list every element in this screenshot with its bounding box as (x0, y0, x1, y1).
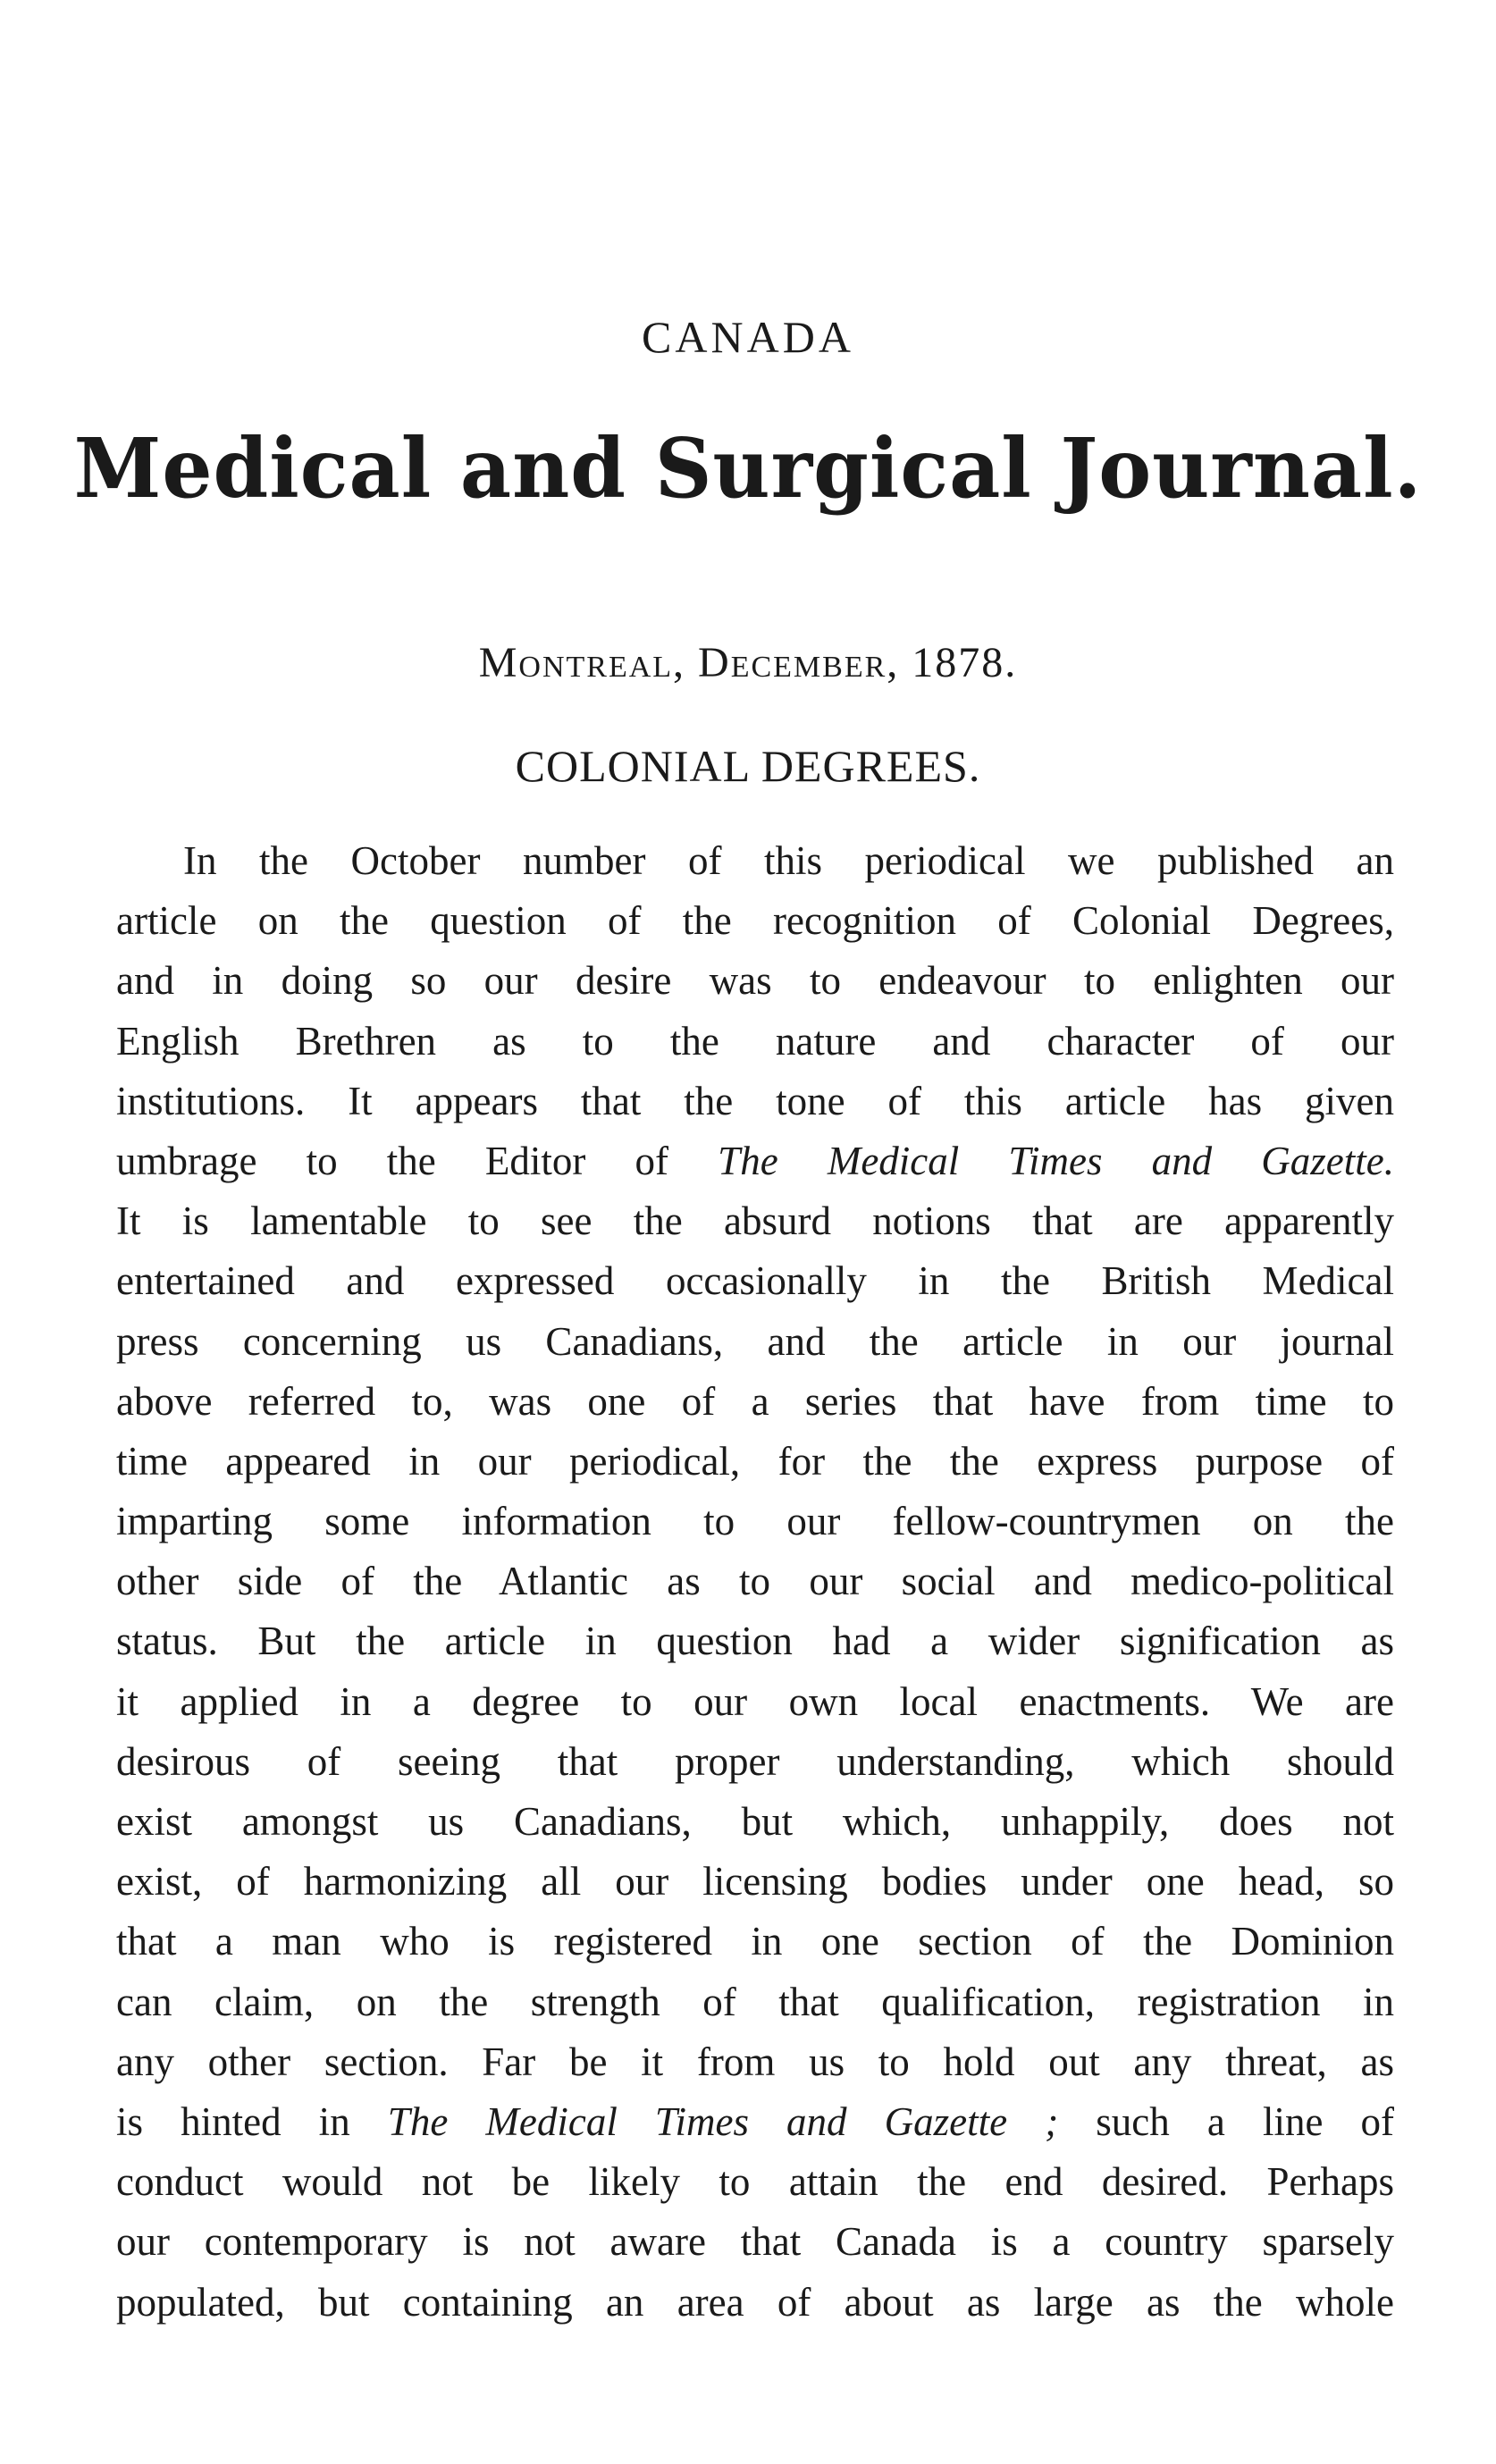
body-line: It is lamentable to see the absurd notions that are apparently (116, 1198, 1394, 1244)
body-line: that a man who is registered in one section of the Dominion (116, 1919, 1394, 1964)
body-line: imparting some information to our fellow-countrymen on the (116, 1499, 1394, 1544)
body-line: In the October number of this periodical we published an (183, 838, 1394, 883)
body-line: exist amongst us Canadians, but which, unhappily, does not (116, 1799, 1394, 1844)
body-line-text: is hinted in (116, 2098, 388, 2144)
article-title: COLONIAL DEGREES. (515, 741, 981, 791)
body-line: can claim, on the strength of that qualification, registration in (116, 1979, 1394, 2024)
body-line: status. But the article in question had a wider signification as (116, 1619, 1394, 1664)
body-line: institutions. It appears that the tone of this article has given (116, 1078, 1394, 1123)
journal-masthead: Medical and Surgical Journal. (73, 420, 1423, 517)
body-line: it applied in a degree to our own local enactments. We are (116, 1678, 1394, 1724)
periodical-title-italic: The Medical Times and Gazette. (718, 1138, 1394, 1183)
body-line: conduct would not be likely to attain the end desired. Perhaps (116, 2159, 1394, 2205)
body-line (116, 2092, 1394, 2152)
body-line: exist, of harmonizing all our licensing bodies under one head, so (116, 1859, 1394, 1905)
body-line: our contemporary is not aware that Canada is a country sparsely (116, 2219, 1394, 2265)
body-line: English Brethren as to the nature and character of our (116, 1018, 1394, 1064)
body-line-text: umbrage to the Editor of (116, 1138, 719, 1183)
journal-kicker: CANADA (642, 312, 854, 362)
body-line: time appeared in our periodical, for the the express purpose of (116, 1438, 1394, 1484)
periodical-title-italic: The Medical Times and Gazette ; (387, 2098, 1059, 2144)
body-line: other side of the Atlantic as to our social and medico-political (116, 1559, 1394, 1604)
body-line (116, 1131, 1394, 1191)
body-line: and in doing so our desire was to endeavour to enlighten our (116, 958, 1394, 1004)
body-line: entertained and expressed occasionally in the British Medical (116, 1258, 1394, 1304)
body-line: article on the question of the recognition of Colonial Degrees, (116, 898, 1394, 944)
article-body (116, 831, 1394, 2333)
body-line-text: such a line of (1058, 2098, 1395, 2144)
body-line: press concerning us Canadians, and the article in our journal (116, 1318, 1394, 1364)
body-line: populated, but containing an area of about as large as the whole (116, 2279, 1394, 2325)
body-line: any other section. Far be it from us to hold out any threat, as (116, 2039, 1394, 2084)
body-line: above referred to, was one of a series that have from time to (116, 1378, 1394, 1424)
dateline: Montreal, December, 1878. (478, 639, 1018, 686)
body-line: desirous of seeing that proper understanding, which should (116, 1738, 1394, 1784)
